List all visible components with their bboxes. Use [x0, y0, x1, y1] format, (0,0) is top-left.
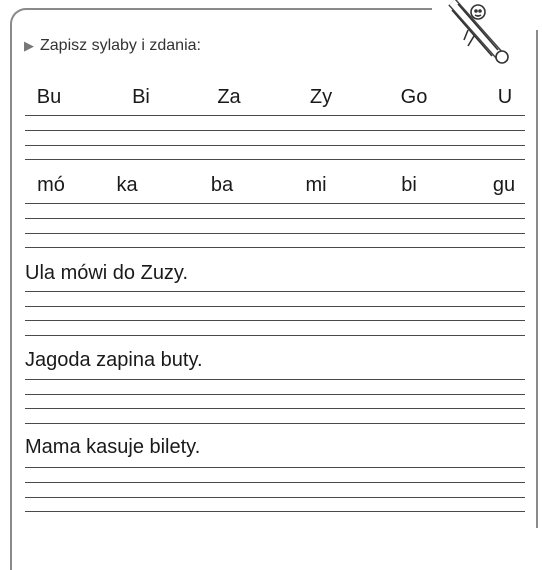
sentence: Ula mówi do Zuzy. [25, 262, 189, 284]
syllable: Za [217, 86, 241, 108]
writing-line [25, 482, 525, 483]
writing-line [25, 306, 525, 307]
worksheet-frame-edge [536, 30, 538, 528]
syllable: Bu [36, 86, 62, 108]
syllable: U [497, 86, 513, 108]
writing-line [25, 291, 525, 292]
writing-line [25, 423, 525, 424]
writing-line [25, 115, 525, 116]
instruction-text: Zapisz sylaby i zdania: [40, 37, 201, 54]
writing-line [25, 497, 525, 498]
triangle-bullet-icon: ▶ [24, 38, 34, 53]
syllable: bi [401, 174, 417, 196]
sentence: Mama kasuje bilety. [25, 436, 201, 458]
syllable: gu [492, 174, 516, 196]
writing-line [25, 335, 525, 336]
writing-line [25, 379, 525, 380]
writing-line [25, 320, 525, 321]
instruction [24, 37, 201, 55]
writing-line [25, 511, 525, 512]
syllable: mi [305, 174, 327, 196]
writing-line [25, 233, 525, 234]
syllable: mó [37, 174, 65, 196]
writing-line [25, 467, 525, 468]
writing-line [25, 130, 525, 131]
writing-line [25, 145, 525, 146]
writing-line [25, 218, 525, 219]
sentence: Jagoda zapina buty. [25, 349, 203, 371]
writing-line [25, 408, 525, 409]
writing-line [25, 394, 525, 395]
syllable: Go [400, 86, 428, 108]
syllable: Zy [309, 86, 333, 108]
syllable: ba [210, 174, 234, 196]
writing-line [25, 247, 525, 248]
writing-line [25, 159, 525, 160]
writing-line [25, 203, 525, 204]
syllable: Bi [132, 86, 150, 108]
syllable: ka [116, 174, 138, 196]
pencil-mascot-icon [448, 0, 518, 70]
